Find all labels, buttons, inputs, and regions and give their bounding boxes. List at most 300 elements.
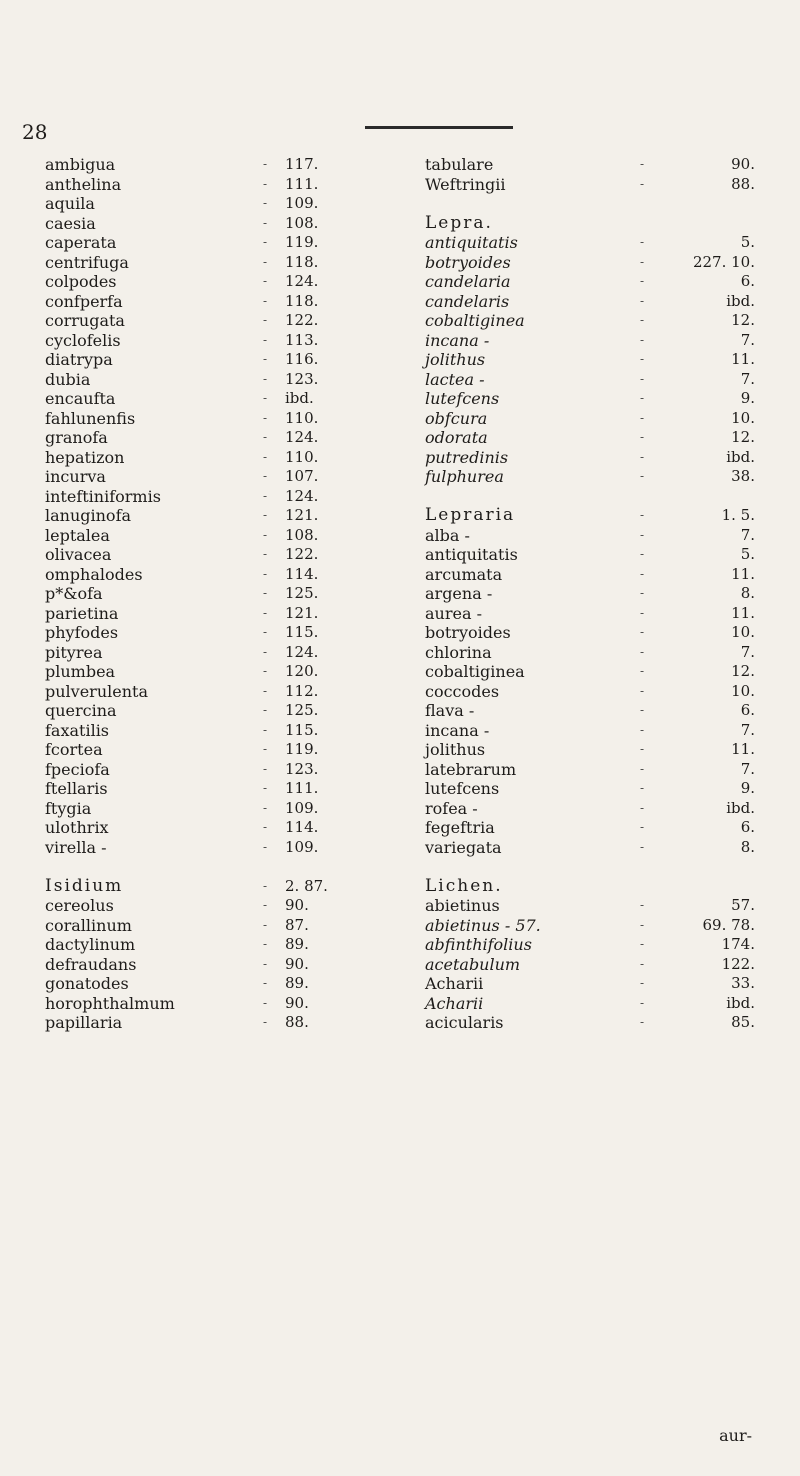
entry-name: flava -: [425, 701, 475, 720]
leader-dash: -: [640, 800, 645, 815]
leader-dash: -: [640, 644, 645, 659]
leader-dash: -: [263, 839, 268, 854]
entry-page-ref: 124.: [285, 428, 319, 446]
section-gap: [425, 487, 755, 507]
index-entry: [45, 214, 385, 234]
left-index-column: [45, 155, 385, 1033]
index-entry: [45, 643, 385, 663]
index-entry: [45, 565, 385, 585]
index-entry: [425, 253, 755, 273]
index-entry: [425, 233, 755, 253]
leader-dash: -: [263, 254, 268, 269]
entry-page-ref: 121.: [285, 603, 319, 622]
entry-page-ref: 12.: [731, 311, 755, 329]
entry-page-ref: 108.: [285, 525, 319, 544]
entry-page-ref: 122.: [285, 311, 319, 329]
leader-dash: -: [263, 605, 268, 620]
entry-name: caperata: [45, 233, 117, 252]
entry-page-ref: 118.: [285, 291, 319, 310]
entry-name: papillaria: [45, 1013, 123, 1032]
index-entry: [425, 565, 755, 585]
entry-page-ref: 109.: [285, 837, 319, 856]
leader-dash: -: [640, 547, 645, 561]
leader-dash: -: [263, 196, 268, 210]
entry-name: phyfodes: [45, 623, 119, 642]
index-entry: [425, 740, 755, 760]
entry-page-ref: 122.: [721, 954, 755, 973]
entry-page-ref: 69. 78.: [702, 915, 755, 934]
entry-page-ref: 89.: [285, 935, 309, 953]
entry-page-ref: 124.: [285, 642, 319, 661]
leader-dash: -: [640, 761, 645, 776]
entry-page-ref: 121.: [285, 506, 319, 524]
leader-dash: -: [263, 566, 268, 581]
leader-dash: -: [640, 235, 645, 249]
entry-page-ref: 87.: [285, 915, 309, 934]
index-entry: [425, 175, 755, 195]
index-entry: [45, 994, 385, 1014]
index-entry: [425, 584, 755, 604]
index-entry: [45, 253, 385, 273]
entry-name: botryoides: [425, 252, 511, 272]
leader-dash: -: [640, 781, 645, 795]
entry-name: fegeftria: [425, 818, 495, 837]
entry-page-ref: 85.: [731, 1013, 755, 1031]
entry-name: obfcura: [425, 408, 488, 428]
leader-dash: -: [640, 683, 645, 698]
leader-dash: -: [263, 488, 268, 503]
entry-name: colpodes: [45, 272, 117, 291]
entry-name: fahlunenfis: [45, 408, 136, 428]
entry-page-ref: 114.: [285, 564, 319, 583]
entry-page-ref: ibd.: [726, 447, 755, 466]
leader-dash: -: [640, 313, 645, 327]
index-entry: [425, 448, 755, 468]
entry-name: lanuginofa: [45, 506, 132, 525]
index-heading: [45, 877, 385, 897]
index-entry: [45, 916, 385, 936]
entry-page-ref: 89.: [285, 974, 309, 992]
entry-page-ref: 57.: [731, 896, 755, 914]
entry-page-ref: 90.: [731, 155, 755, 173]
entry-page-ref: 5.: [740, 545, 755, 563]
entry-page-ref: 5.: [740, 233, 755, 251]
leader-dash: -: [640, 293, 645, 308]
entry-name: lutefcens: [425, 389, 500, 408]
entry-name: cobaltiginea: [425, 311, 525, 330]
leader-dash: -: [640, 703, 645, 717]
index-entry: [45, 155, 385, 175]
entry-page-ref: 109.: [285, 194, 319, 212]
right-index-column: [425, 155, 755, 1033]
leader-dash: -: [263, 469, 268, 483]
page-number: 28: [22, 120, 48, 144]
entry-name: granofa: [45, 428, 108, 447]
entry-name: corrugata: [45, 311, 125, 330]
index-entry: [425, 799, 755, 819]
index-entry: [45, 448, 385, 468]
leader-dash: -: [640, 371, 645, 386]
leader-dash: -: [263, 742, 268, 756]
entry-name: omphalodes: [45, 564, 143, 584]
index-entry: [45, 662, 385, 682]
index-entry: [425, 643, 755, 663]
entry-name: pityrea: [45, 642, 103, 662]
index-entry: [425, 467, 755, 487]
entry-page-ref: 123.: [285, 369, 319, 388]
leader-dash: -: [640, 820, 645, 834]
entry-page-ref: ibd.: [726, 798, 755, 817]
entry-page-ref: 10.: [731, 408, 755, 427]
leader-dash: -: [263, 274, 268, 288]
index-entry: [425, 1013, 755, 1033]
entry-name: ambigua: [45, 155, 116, 174]
leader-dash: -: [263, 527, 268, 542]
leader-dash: -: [640, 956, 645, 971]
entry-page-ref: 10.: [731, 681, 755, 700]
leader-dash: -: [263, 449, 268, 464]
entry-name: acicularis: [425, 1013, 504, 1032]
index-entry: [425, 760, 755, 780]
entry-name: abietinus: [425, 896, 500, 915]
entry-name: horophthalmum: [45, 993, 175, 1013]
leader-dash: -: [263, 293, 268, 308]
leader-dash: -: [263, 820, 268, 834]
entry-name: parietina: [45, 603, 119, 623]
entry-name: candelaris: [425, 291, 510, 311]
entry-name: lactea -: [425, 369, 485, 389]
entry-page-ref: 12.: [731, 662, 755, 680]
leader-dash: -: [263, 371, 268, 386]
entry-name: Lichen.: [425, 875, 503, 896]
leader-dash: -: [263, 332, 268, 347]
entry-name: abfinthifolius: [425, 935, 532, 954]
index-entry: [45, 175, 385, 195]
index-entry: [425, 955, 755, 975]
entry-name: anthelina: [45, 174, 122, 194]
entry-page-ref: 7.: [740, 759, 755, 778]
entry-page-ref: 8.: [740, 837, 755, 856]
leader-dash: -: [263, 176, 268, 191]
index-entry: [425, 896, 755, 916]
entry-page-ref: ibd.: [726, 993, 755, 1012]
entry-page-ref: 11.: [731, 740, 755, 758]
entry-name: cereolus: [45, 896, 114, 915]
index-entry: [45, 604, 385, 624]
entry-page-ref: 116.: [285, 350, 319, 368]
entry-page-ref: 109.: [285, 798, 319, 817]
entry-page-ref: 119.: [285, 740, 319, 758]
index-entry: [425, 604, 755, 624]
leader-dash: -: [263, 625, 268, 639]
entry-name: putredinis: [425, 447, 509, 467]
entry-name: alba -: [425, 525, 470, 545]
leader-dash: -: [263, 956, 268, 971]
section-gap: [425, 194, 755, 214]
leader-dash: -: [640, 430, 645, 444]
entry-name: dubia: [45, 369, 91, 389]
index-entry: [45, 467, 385, 487]
leader-dash: -: [263, 215, 268, 230]
leader-dash: -: [640, 605, 645, 620]
index-entry: [425, 350, 755, 370]
index-entry: [425, 916, 755, 936]
entry-name: ftygia: [45, 798, 92, 818]
entry-page-ref: 6.: [740, 701, 755, 719]
index-entry: [45, 955, 385, 975]
leader-dash: -: [263, 644, 268, 659]
entry-name: incurva: [45, 467, 106, 486]
leader-dash: -: [640, 157, 645, 171]
index-entry: [425, 623, 755, 643]
leader-dash: -: [640, 410, 645, 425]
index-entry: [425, 701, 755, 721]
entry-page-ref: 88.: [731, 174, 755, 193]
entry-page-ref: 108.: [285, 213, 319, 232]
entry-name: diatrypa: [45, 350, 113, 369]
entry-name: cobaltiginea: [425, 662, 525, 681]
leader-dash: -: [263, 683, 268, 698]
index-entry: [425, 370, 755, 390]
leader-dash: -: [640, 722, 645, 737]
entry-name: aurea -: [425, 603, 482, 623]
entry-page-ref: 123.: [285, 759, 319, 778]
entry-page-ref: 90.: [285, 896, 309, 914]
index-entry: [425, 155, 755, 175]
leader-dash: -: [640, 664, 645, 678]
leader-dash: -: [263, 722, 268, 737]
index-entry: [45, 701, 385, 721]
leader-dash: -: [640, 742, 645, 756]
entry-name: incana -: [425, 720, 490, 740]
leader-dash: -: [640, 898, 645, 912]
entry-page-ref: 7.: [740, 369, 755, 388]
entry-name: Lepra.: [425, 212, 493, 233]
entry-name: Acharii: [425, 993, 484, 1013]
index-entry: [425, 682, 755, 702]
entry-name: virella -: [45, 837, 107, 857]
index-entry: [45, 682, 385, 702]
entry-page-ref: 10.: [731, 623, 755, 641]
index-entry: [45, 838, 385, 858]
entry-page-ref: 12.: [731, 428, 755, 446]
entry-page-ref: 113.: [285, 330, 319, 349]
entry-name: antiquitatis: [425, 233, 518, 252]
entry-page-ref: 33.: [731, 974, 755, 992]
entry-page-ref: 110.: [285, 447, 319, 466]
entry-page-ref: 111.: [285, 174, 319, 193]
entry-name: defraudans: [45, 954, 137, 974]
entry-name: antiquitatis: [425, 545, 518, 564]
index-entry: [45, 292, 385, 312]
index-entry: [45, 760, 385, 780]
entry-page-ref: 107.: [285, 467, 319, 485]
index-entry: [45, 779, 385, 799]
entry-name: chlorina: [425, 642, 492, 662]
entry-name: abietinus - 57.: [425, 915, 541, 935]
leader-dash: -: [263, 781, 268, 795]
entry-name: gonatodes: [45, 974, 129, 993]
entry-name: odorata: [425, 428, 488, 447]
index-heading: [425, 214, 755, 234]
index-entry: [45, 584, 385, 604]
entry-name: plumbea: [45, 662, 116, 681]
entry-page-ref: 227. 10.: [692, 252, 755, 271]
index-entry: [425, 838, 755, 858]
entry-page-ref: 6.: [740, 272, 755, 290]
entry-name: caesia: [45, 213, 96, 233]
index-entry: [45, 389, 385, 409]
index-entry: [45, 272, 385, 292]
index-entry: [45, 740, 385, 760]
entry-page-ref: 7.: [740, 642, 755, 661]
section-gap: [45, 857, 385, 877]
index-entry: [425, 428, 755, 448]
entry-page-ref: 88.: [285, 1013, 309, 1031]
index-entry: [425, 331, 755, 351]
entry-page-ref: 90.: [285, 954, 309, 973]
index-entry: [45, 721, 385, 741]
entry-page-ref: 124.: [285, 272, 319, 290]
entry-name: botryoides: [425, 623, 511, 642]
leader-dash: -: [640, 254, 645, 269]
entry-page-ref: 124.: [285, 486, 319, 505]
entry-page-ref: 114.: [285, 818, 319, 836]
entry-page-ref: 7.: [740, 330, 755, 349]
entry-name: candelaria: [425, 272, 511, 291]
index-entry: [45, 428, 385, 448]
index-heading: [425, 877, 755, 897]
entry-page-ref: 120.: [285, 662, 319, 680]
entry-name: dactylinum: [45, 935, 136, 954]
entry-page-ref: 38.: [731, 467, 755, 485]
entry-name: jolithus: [425, 740, 486, 759]
entry-name: fulphurea: [425, 467, 504, 486]
entry-name: Acharii: [425, 974, 484, 993]
entry-name: confperfa: [45, 291, 123, 311]
index-entry: [425, 994, 755, 1014]
index-entry: [425, 272, 755, 292]
entry-name: fpeciofa: [45, 759, 110, 779]
leader-dash: -: [640, 332, 645, 347]
entry-page-ref: 112.: [285, 681, 319, 700]
index-entry: [45, 623, 385, 643]
index-entry: [45, 799, 385, 819]
entry-page-ref: 115.: [285, 720, 319, 739]
index-entry: [45, 370, 385, 390]
index-entry: [45, 409, 385, 429]
entry-page-ref: 7.: [740, 525, 755, 544]
index-entry: [45, 896, 385, 916]
index-entry: [425, 526, 755, 546]
leader-dash: -: [263, 703, 268, 717]
leader-dash: -: [263, 761, 268, 776]
leader-dash: -: [640, 937, 645, 951]
leader-dash: -: [640, 508, 645, 522]
leader-dash: -: [263, 235, 268, 249]
leader-dash: -: [263, 430, 268, 444]
entry-name: rofea -: [425, 798, 478, 818]
entry-page-ref: 11.: [731, 350, 755, 368]
entry-name: argena -: [425, 584, 493, 603]
entry-page-ref: 125.: [285, 701, 319, 719]
leader-dash: -: [640, 586, 645, 600]
entry-name: ulothrix: [45, 818, 109, 837]
index-entry: [425, 935, 755, 955]
entry-name: corallinum: [45, 915, 132, 935]
index-entry: [45, 1013, 385, 1033]
leader-dash: -: [640, 274, 645, 288]
leader-dash: -: [640, 976, 645, 990]
entry-page-ref: ibd.: [726, 291, 755, 310]
entry-name: tabulare: [425, 155, 494, 174]
entry-page-ref: ibd.: [285, 389, 314, 407]
entry-page-ref: 90.: [285, 993, 309, 1012]
entry-page-ref: 9.: [740, 779, 755, 797]
index-entry: [45, 818, 385, 838]
leader-dash: -: [263, 391, 268, 405]
leader-dash: -: [263, 664, 268, 678]
leader-dash: -: [640, 391, 645, 405]
leader-dash: -: [263, 976, 268, 990]
entry-page-ref: 11.: [731, 564, 755, 583]
entry-name: coccodes: [425, 681, 500, 701]
leader-dash: -: [263, 586, 268, 600]
leader-dash: -: [640, 527, 645, 542]
entry-name: p*&ofa: [45, 584, 103, 603]
entry-page-ref: 6.: [740, 818, 755, 836]
entry-name: incana -: [425, 330, 490, 350]
entry-page-ref: 1. 5.: [721, 506, 755, 524]
index-entry: [425, 818, 755, 838]
leader-dash: -: [263, 995, 268, 1010]
index-entry: [45, 233, 385, 253]
entry-name: aquila: [45, 194, 95, 213]
entry-page-ref: 118.: [285, 252, 319, 271]
entry-name: encaufta: [45, 389, 116, 408]
leader-dash: -: [263, 313, 268, 327]
entry-name: jolithus: [425, 350, 486, 369]
leader-dash: -: [640, 449, 645, 464]
entry-page-ref: 9.: [740, 389, 755, 407]
index-entry: [425, 311, 755, 331]
entry-name: Weftringii: [425, 174, 506, 194]
leader-dash: -: [263, 898, 268, 912]
leader-dash: -: [263, 157, 268, 171]
entry-name: olivacea: [45, 545, 112, 564]
entry-name: pulverulenta: [45, 681, 148, 701]
leader-dash: -: [263, 878, 268, 893]
leader-dash: -: [640, 469, 645, 483]
entry-name: cyclofelis: [45, 330, 121, 350]
entry-name: Lepraria: [425, 505, 516, 525]
catchword: aur-: [719, 1426, 752, 1445]
index-entry: [45, 311, 385, 331]
entry-page-ref: 117.: [285, 155, 319, 173]
leader-dash: -: [640, 839, 645, 854]
leader-dash: -: [640, 995, 645, 1010]
index-entry: [425, 409, 755, 429]
entry-page-ref: 125.: [285, 584, 319, 602]
entry-name: quercina: [45, 701, 117, 720]
leader-dash: -: [263, 937, 268, 951]
index-entry: [45, 974, 385, 994]
entry-page-ref: 11.: [731, 603, 755, 622]
header-rule: [365, 126, 513, 129]
entry-name: Isidium: [45, 875, 124, 896]
index-entry: [45, 487, 385, 507]
entry-name: variegata: [425, 837, 502, 857]
